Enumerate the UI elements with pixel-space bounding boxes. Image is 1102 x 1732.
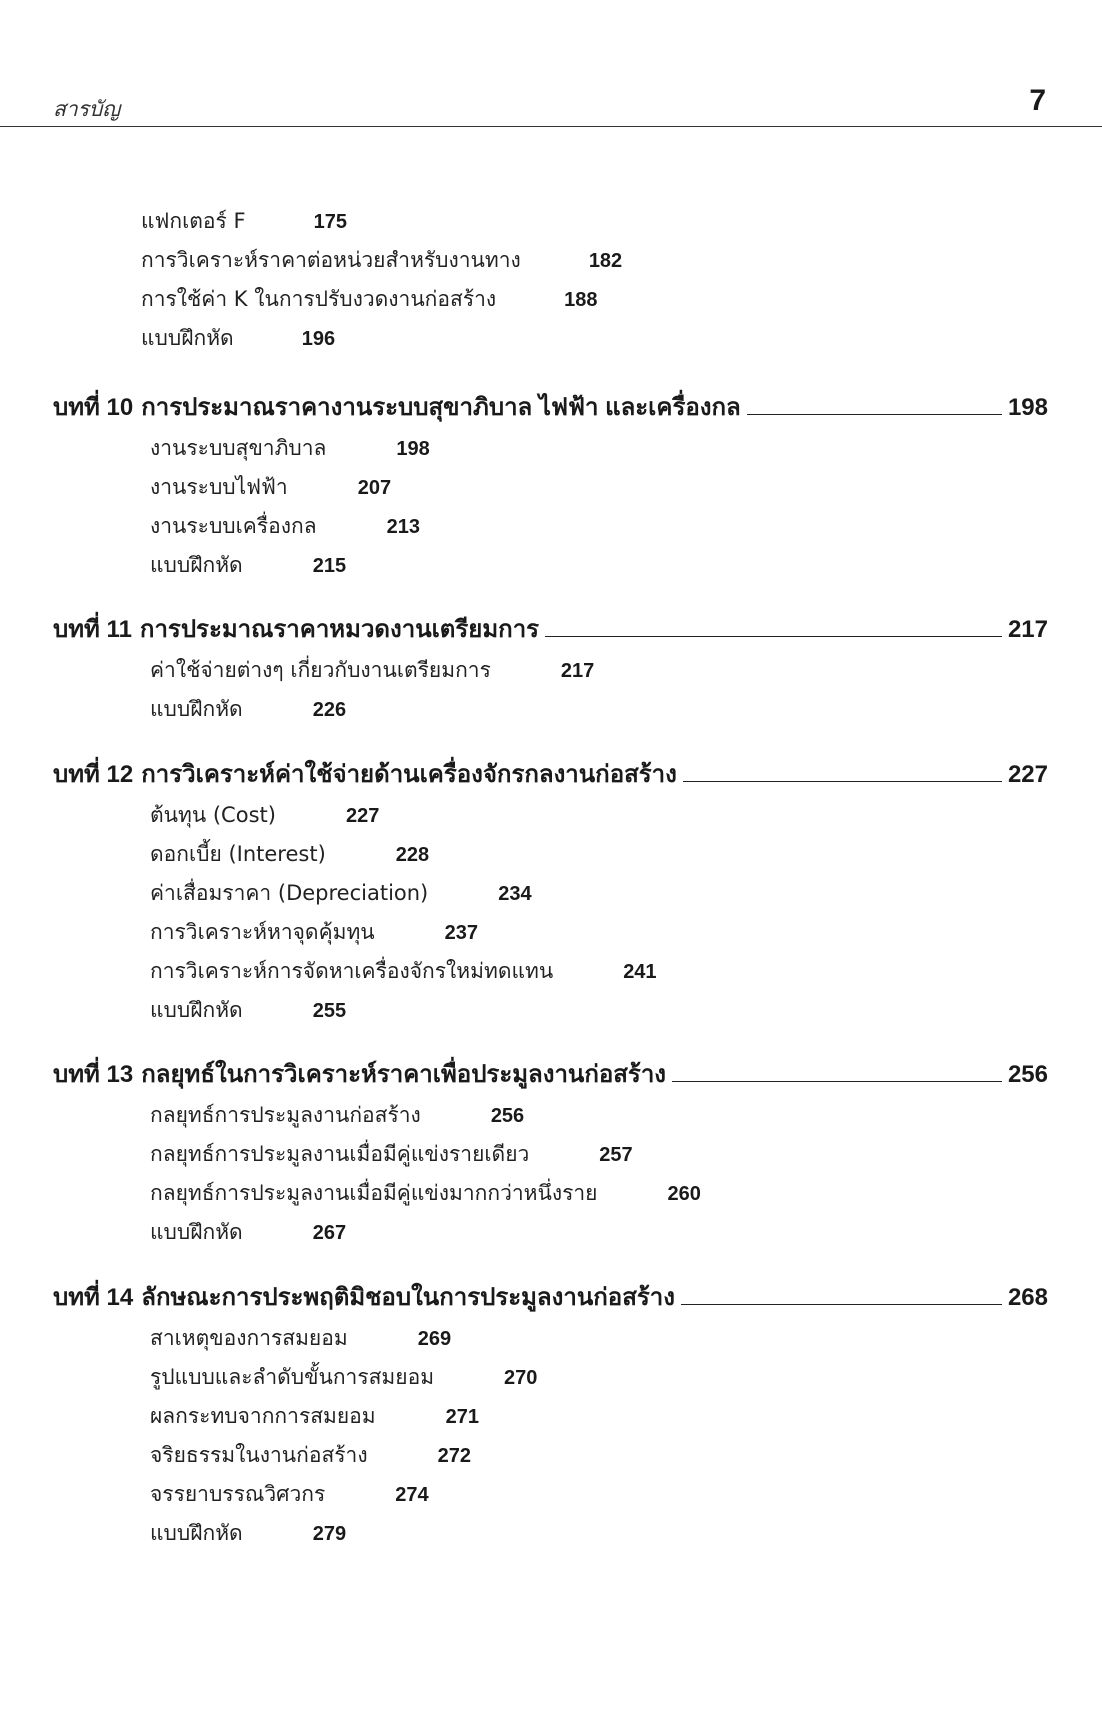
chapter-title: การวิเคราะห์ค่าใช้จ่ายด้านเครื่องจักรกลงานก่อสร้าง [141,761,677,788]
toc-entry-title: รูปแบบและลำดับขั้นการสมยอม [150,1365,435,1389]
toc-entry-title: สาเหตุของการสมยอม [150,1326,348,1350]
toc-entry-page: 272 [437,1445,471,1467]
toc-entry-title: จรรยาบรรณวิศวกร [150,1482,326,1506]
chapter-heading[interactable] [53,609,1048,648]
dot-leader [683,780,1002,782]
toc-entry[interactable] [150,510,420,543]
running-head-title: สารบัญ [53,97,121,121]
toc-entry-title: กลยุทธ์การประมูลงานเมื่อมีคู่แข่งรายเดียว [150,1142,530,1166]
toc-entry-title: กลยุทธ์การประมูลงานเมื่อมีคู่แข่งมากกว่าหนึ่งราย [150,1181,598,1205]
chapter-heading[interactable] [53,1054,1048,1093]
toc-entry[interactable] [150,955,657,988]
toc-entry[interactable] [150,1439,471,1472]
toc-entry[interactable] [150,1517,346,1550]
toc-entry-title: งานระบบเครื่องกล [150,514,317,538]
toc-entry-page: 274 [395,1484,429,1506]
toc-entry[interactable] [150,432,430,465]
page-number: 7 [1029,84,1046,117]
toc-entry[interactable] [150,549,346,582]
toc-entry[interactable] [150,693,346,726]
toc-entry-page: 257 [599,1144,633,1166]
toc-entry-page: 175 [313,211,347,233]
toc-entry-title: การวิเคราะห์การจัดหาเครื่องจักรใหม่ทดแทน [150,959,554,983]
dot-leader [681,1303,1002,1305]
toc-entry-title: การใช้ค่า K ในการปรับงวดงานก่อสร้าง [141,287,497,311]
toc-entry-page: 226 [312,699,347,721]
toc-entry[interactable] [150,1400,479,1433]
toc-entry-title: แบบฝึกหัด [141,326,234,350]
toc-entry-page: 207 [357,477,392,499]
toc-entry-page: 256 [490,1105,525,1127]
toc-entry[interactable] [141,283,598,316]
toc-entry-title: ผลกระทบจากการสมยอม [150,1404,376,1428]
toc-entry[interactable] [150,916,478,949]
chapter-title: การประมาณราคาหมวดงานเตรียมการ [139,616,540,643]
toc-entry[interactable] [150,1478,429,1511]
toc-entry[interactable] [150,994,346,1027]
chapter-label: บทที่ 13 [53,1061,134,1088]
chapter-title: ลักษณะการประพฤติมิชอบในการประมูลงานก่อสร้าง [141,1284,675,1311]
toc-entry-page: 237 [444,922,479,944]
toc-entry[interactable] [150,471,391,504]
chapter-title: กลยุทธ์ในการวิเคราะห์ราคาเพื่อประมูลงานก่อสร้าง [141,1061,667,1088]
toc-entry-title: งานระบบสุขาภิบาล [150,436,327,460]
toc-entry-page: 196 [301,328,336,350]
toc-entry-page: 215 [312,555,347,577]
chapter-label: บทที่ 11 [53,616,132,643]
toc-entry[interactable] [150,1361,537,1394]
toc-entry[interactable] [150,799,379,832]
toc-entry-title: กลยุทธ์การประมูลงานก่อสร้าง [150,1103,421,1127]
toc-entry[interactable] [150,838,429,871]
toc-entry[interactable] [141,205,347,238]
toc-entry-page: 241 [623,961,657,983]
toc-entry-page: 279 [312,1523,347,1545]
dot-leader [545,635,1002,637]
toc-entry-page: 255 [312,1000,347,1022]
toc-entry-title: แบบฝึกหัด [150,1220,243,1244]
toc-entry[interactable] [150,1322,451,1355]
chapter-heading[interactable] [53,387,1048,426]
toc-entry-title: การวิเคราะห์ราคาต่อหน่วยสำหรับงานทาง [141,248,521,272]
chapter-page: 256 [1007,1061,1048,1088]
toc-entry-page: 269 [417,1328,452,1350]
toc-entry[interactable] [141,322,335,355]
chapter-heading[interactable] [53,754,1048,793]
chapter-page: 198 [1007,394,1048,421]
chapter-title: การประมาณราคางานระบบสุขาภิบาล ไฟฟ้า และเครื่องกล [141,394,741,421]
toc-entry-page: 260 [667,1183,701,1205]
chapter-label: บทที่ 12 [53,761,134,788]
dot-leader [672,1080,1002,1082]
toc-entry-title: ดอกเบี้ย (Interest) [150,842,326,866]
toc-entry-page: 271 [445,1406,480,1428]
toc-entry-page: 267 [312,1222,347,1244]
toc-entry-title: ค่าเสื่อมราคา (Depreciation) [150,881,429,905]
toc-entry-title: จริยธรรมในงานก่อสร้าง [150,1443,368,1467]
toc-entry[interactable] [150,654,594,687]
toc-entry-title: ค่าใช้จ่ายต่างๆ เกี่ยวกับงานเตรียมการ [150,658,491,682]
toc-entry[interactable] [150,1138,633,1171]
toc-entry[interactable] [150,1099,524,1132]
toc-entry-title: ต้นทุน (Cost) [150,803,276,827]
chapter-page: 227 [1007,761,1048,788]
toc-entry-title: งานระบบไฟฟ้า [150,475,288,499]
toc-entry[interactable] [150,877,532,910]
toc-entry[interactable] [150,1216,346,1249]
toc-entry-page: 270 [504,1367,538,1389]
chapter-label: บทที่ 14 [53,1284,134,1311]
toc-entry-title: แบบฝึกหัด [150,553,243,577]
chapter-page: 217 [1007,616,1048,643]
chapter-label: บทที่ 10 [53,394,134,421]
toc-entry-page: 217 [560,660,595,682]
page-header [0,0,1102,127]
toc-entry[interactable] [141,244,622,277]
toc-entry-title: แฟกเตอร์ F [141,209,246,233]
toc-entry-page: 228 [395,844,430,866]
dot-leader [747,413,1002,415]
toc-entry-title: แบบฝึกหัด [150,697,243,721]
toc-entry[interactable] [150,1177,701,1210]
toc-entry-page: 234 [498,883,532,905]
toc-entry-page: 182 [588,250,623,272]
toc-entry-title: แบบฝึกหัด [150,998,243,1022]
toc-entry-title: การวิเคราะห์หาจุดคุ้มทุน [150,920,375,944]
toc-entry-page: 188 [564,289,598,311]
toc-entry-title: แบบฝึกหัด [150,1521,243,1545]
chapter-heading[interactable] [53,1277,1048,1316]
toc-entry-page: 198 [396,438,430,460]
toc-entry-page: 213 [386,516,420,538]
toc-entry-page: 227 [345,805,380,827]
chapter-page: 268 [1007,1284,1048,1311]
